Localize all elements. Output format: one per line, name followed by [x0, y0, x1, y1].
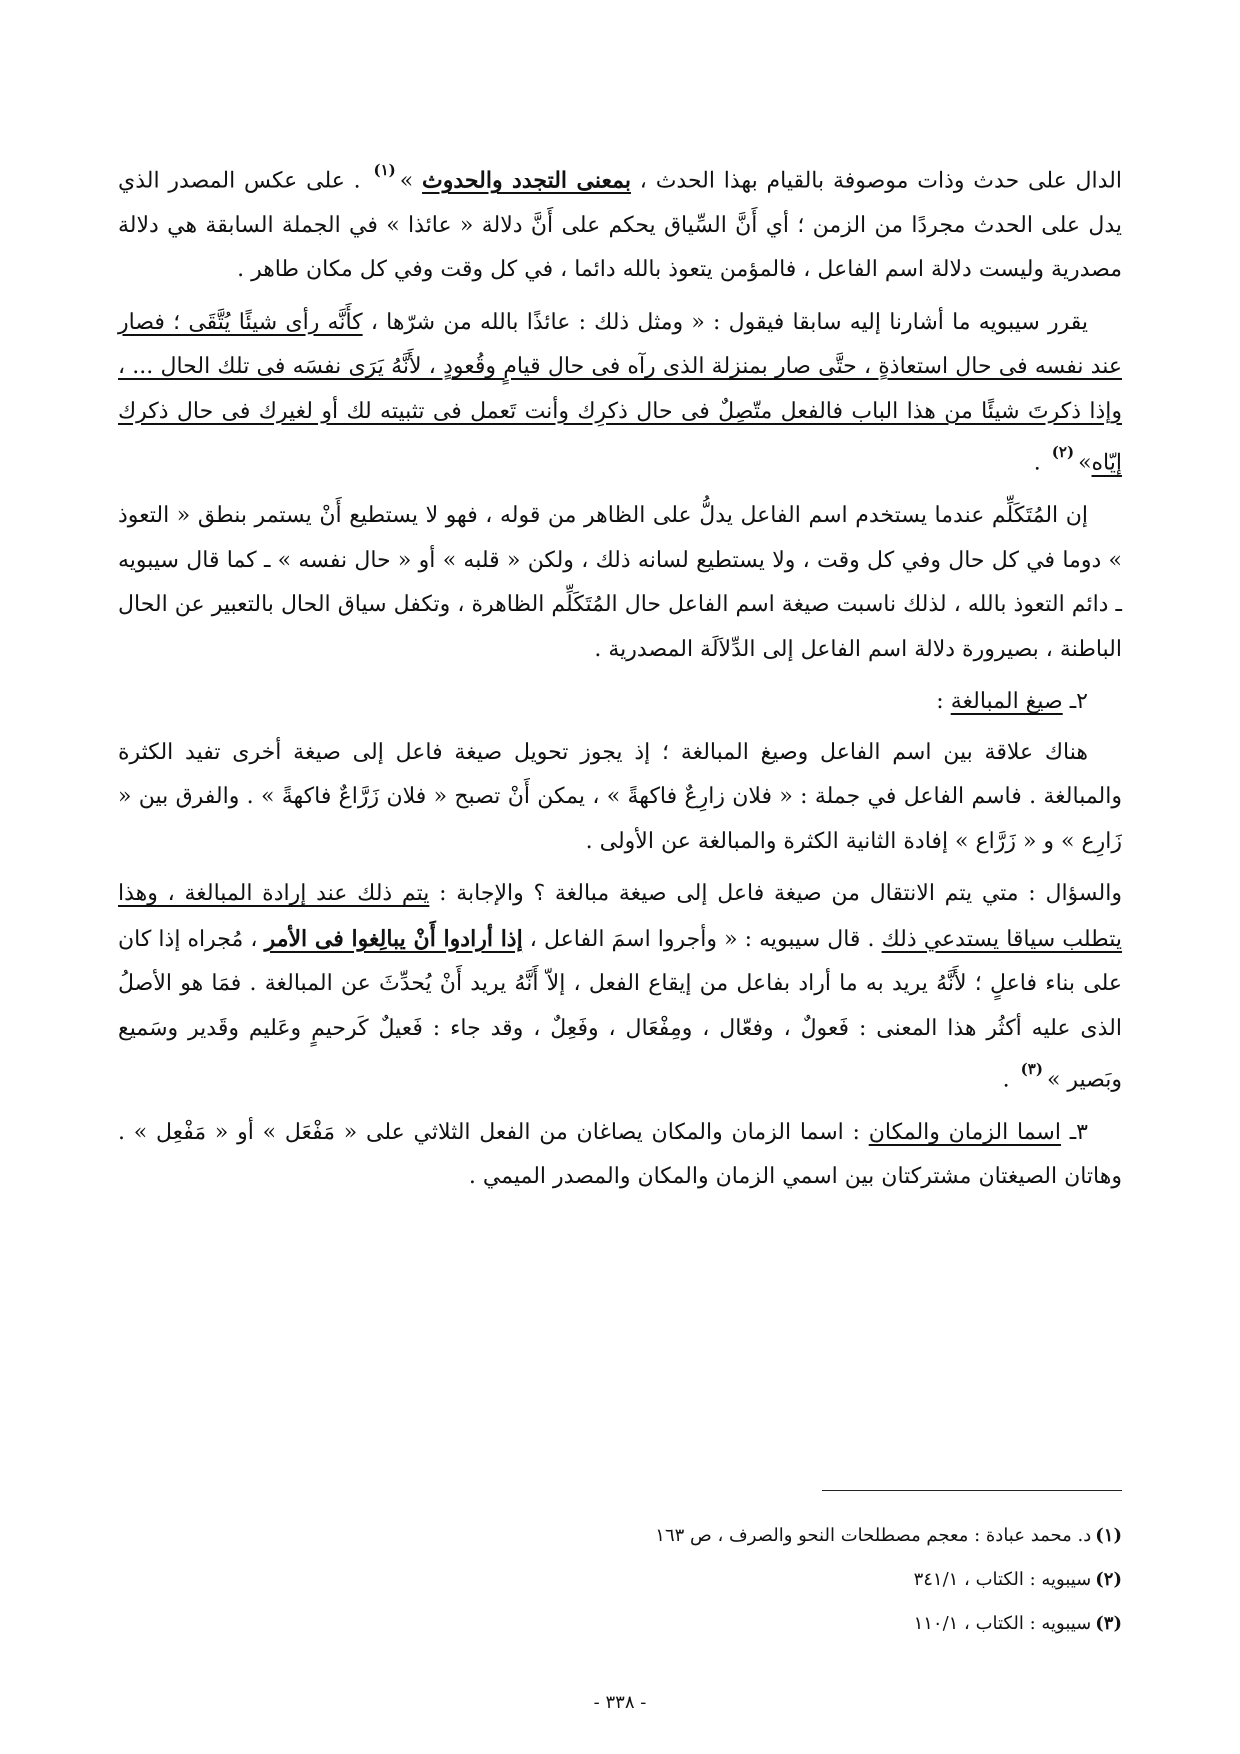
footnotes	[118, 1514, 1122, 1646]
p2-quote-underlined: كأَنَّه رأى شيئًا يُتَّقَى ؛ فصار عند نفسه فى حال استعاذةٍ ، حتَّى صار بمنزلة الذى رآه فى حال قيامٍ وقُعودٍ ، لأَنَّهُ يَرَى نفسَه فى تلك الحال ... ، وإذا ذكرتَ شيئًا من هذا الباب فالفعل متّصِلٌ فى حال ذكرِك وأنت تَعمل فى تثبيته لك أو لغيرك فى حال ذكرك إيّاه	[118, 309, 1122, 476]
footnote-1-number: (١)	[1095, 1525, 1122, 1546]
footnote-ref-1[interactable]: (١)	[373, 161, 396, 179]
footnote-2-text: سيبويه : الكتاب ، ٣٤١/١	[913, 1569, 1092, 1590]
heading-2-colon: :	[936, 689, 951, 715]
p5-text-e: ، مُجراه إذا كان على بناء فاعلٍ ؛ لأَنَّهُ يريد به ما أراد بفاعل من إيقاع الفعل ، إلاّ أَنَّهُ يريد أَنْ يُحدِّثَ عن المبالغة . فمَا هو الأصلُ الذى عليه أكثُر هذا المعنى : فَعولٌ ، وفعّال ، ومِفْعَال ، وفَعِلٌ ، وقد جاء : فَعيلٌ كَرحيمٍ وعَليم وقَدير وسَميع وبَصير »	[118, 926, 1122, 1093]
footnote-2	[118, 1558, 1122, 1602]
paragraph-2	[118, 301, 1122, 486]
footnote-2-number: (٢)	[1095, 1569, 1122, 1590]
section-3-number: ٣ـ	[1060, 1119, 1088, 1145]
section-heading-2	[118, 680, 1122, 725]
p2-text-c: »	[1078, 450, 1092, 476]
p1-text-a: الدال على حدث وذات موصوفة بالقيام بهذا الحدث ،	[630, 168, 1122, 194]
footnote-3-text: سيبويه : الكتاب ، ١١٠/١	[913, 1613, 1092, 1634]
p1-emphasis: بمعنى التجدد والحدوث	[422, 167, 631, 194]
document-page	[118, 152, 1122, 1752]
footnote-separator	[822, 1490, 1122, 1491]
paragraph-3: إن المُتَكَلِّم عندما يستخدم اسم الفاعل يدلُّ على الظاهر من قوله ، فهو لا يستطيع أَنْ يستمر بنطق « التعوذ » دوما في كل حال وفي كل وقت ، ولا يستطيع لسانه ذلك ، ولكن « قلبه » أو « حال نفسه » ـ كما قال سيبويه ـ دائم التعوذ بالله ، لذلك ناسبت صيغة اسم الفاعل حال المُتَكَلِّم الظاهرة ، وتكفل سياق الحال بالتعبير عن الحال الباطنة ، بصيرورة دلالة اسم الفاعل إلى الدِّلاَلَة المصدرية .	[118, 503, 1122, 662]
p1-text-d: . على عكس المصدر الذي يدل على الحدث مجردًا من الزمن ؛ أي أَنَّ السِّياق يحكم على أَنَّ دلالة « عائذا » في الجملة السابقة هي دلالة مصدرية وليست دلالة اسم الفاعل ، فالمؤمن يتعوذ بالله دائما ، في كل وقت وفي كل مكان طاهر .	[118, 168, 1122, 283]
p2-text-d: .	[1033, 450, 1048, 476]
p1-text-c: »	[399, 168, 423, 194]
footnote-ref-3[interactable]: (٣)	[1020, 1060, 1043, 1079]
heading-2-number: ٢ـ	[1062, 689, 1088, 715]
heading-2-title: صيغ المبالغة	[950, 689, 1063, 715]
paragraph-5	[118, 872, 1122, 1103]
p2-text-a: يقرر سيبويه ما أشارنا إليه سابقا فيقول : « ومثل ذلك : عائذًا بالله من شرّها ،	[362, 309, 1088, 335]
p5-text-c: . قال سيبويه : « وأجروا اسمَ الفاعل ،	[522, 926, 882, 952]
paragraph-4: هناك علاقة بين اسم الفاعل وصيغ المبالغة ؛ إذ يجوز تحويل صيغة فاعل إلى صيغة أخرى تفيد الكثرة والمبالغة . فاسم الفاعل في جملة : « فلان زارِعٌ فاكهةً » ، يمكن أَنْ تصبح « فلان زَرَّاعٌ فاكهةً » . والفرق بين « زَارِع » و « زَرَّاع » إفادة الثانية الكثرة والمبالغة عن الأولى .	[118, 739, 1122, 854]
footnote-ref-2[interactable]: (٢)	[1051, 443, 1075, 462]
footnote-3	[118, 1602, 1122, 1646]
page-number: - ٣٣٨ -	[593, 1692, 647, 1713]
section-3-title: اسما الزمان والمكان	[868, 1119, 1061, 1145]
p5-text-f: .	[1002, 1067, 1017, 1093]
p5-emphasis: إذا أرادوا أَنْ يبالِغوا فى الأمر	[264, 925, 523, 952]
paragraph-1	[118, 152, 1122, 293]
footnote-1-text: د. محمد عبادة : معجم مصطلحات النحو والصرف ، ص ١٦٣	[655, 1525, 1092, 1546]
p6-text: : اسما الزمان والمكان يصاغان من الفعل الثلاثي على « مَفْعَل » أو « مَفْعِل » . وهاتان الصيغتان مشتركتان بين اسمي الزمان والمكان والمصدر الميمي .	[118, 1119, 1122, 1190]
p5-text-a: والسؤال : متي يتم الانتقال من صيغة فاعل إلى صيغة مبالغة ؟ والإجابة :	[429, 881, 1122, 907]
paragraph-6	[118, 1111, 1122, 1200]
p5-answer-underlined: يتم ذلك عند إرادة المبالغة ، وهذا يتطلب سياقا يستدعي ذلك	[118, 881, 1122, 952]
footnote-3-number: (٣)	[1095, 1613, 1122, 1634]
footnote-1	[118, 1514, 1122, 1558]
